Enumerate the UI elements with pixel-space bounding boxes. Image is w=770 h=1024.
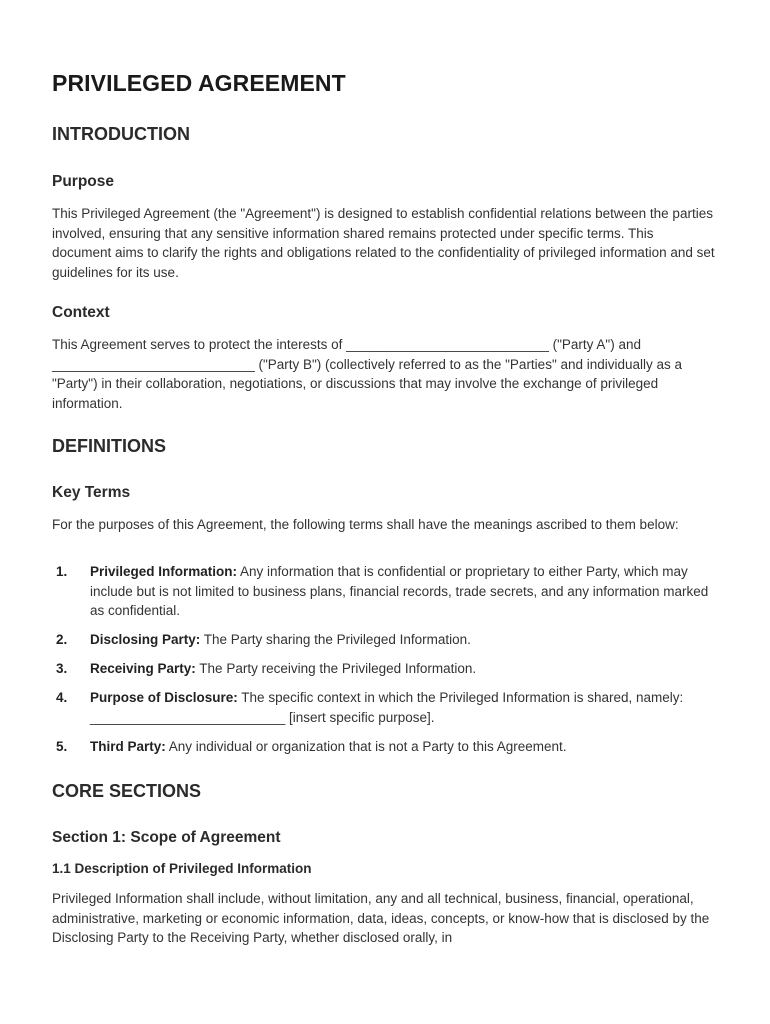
section-heading-introduction: INTRODUCTION xyxy=(52,124,190,144)
subheading-1-1: 1.1 Description of Privileged Information xyxy=(52,861,312,876)
list-item-text: The Party receiving the Privileged Information. xyxy=(195,661,477,676)
context-paragraph: This Agreement serves to protect the interests of ___________________________ ("Party A") and ___________________________ ("Party B") (collectively referred to as the "Parties" and individually as a "Party") in their collaboration, negotiations, or discussions that may involve the exchange of privileged information. xyxy=(52,337,683,411)
list-item xyxy=(52,737,718,757)
list-item-term: Third Party: xyxy=(90,738,166,754)
definitions-list xyxy=(52,562,718,766)
subheading-key-terms: Key Terms xyxy=(52,484,131,501)
list-item xyxy=(52,659,718,679)
list-item-number: 2. xyxy=(56,632,68,647)
subheading-context: Context xyxy=(52,304,110,321)
list-item xyxy=(52,630,718,650)
purpose-paragraph: This Privileged Agreement (the "Agreement") is designed to establish confidential relations between the parties involved, ensuring that any sensitive information shared remains protected under specific terms. This document aims to clarify the rights and obligations related to the confidentiality of privileged information and set guidelines for its use. xyxy=(52,206,715,280)
subheading-section-1: Section 1: Scope of Agreement xyxy=(52,829,281,846)
list-item xyxy=(52,688,718,727)
list-item-term: Receiving Party: xyxy=(90,661,196,676)
subheading-purpose: Purpose xyxy=(52,173,115,190)
list-item-term: Purpose of Disclosure: xyxy=(90,690,238,705)
list-item xyxy=(52,562,718,621)
section-heading-core-sections: CORE SECTIONS xyxy=(52,781,202,801)
key-terms-intro: For the purposes of this Agreement, the following terms shall have the meanings ascribed to them below: xyxy=(52,517,679,532)
list-item-number: 4. xyxy=(56,690,68,705)
list-item-text: The specific context in which the Privileged Information is shared, namely: __________________________ [insert specific purpose]. xyxy=(90,690,684,725)
description-paragraph: Privileged Information shall include, without limitation, any and all technical, business, financial, operational, administrative, marketing or economic information, data, ideas, concepts, or know-how that is disclosed by the Disclosing Party to the Receiving Party, whether disclosed orally, in xyxy=(52,891,710,945)
list-item-text: Any individual or organization that is not a Party to this Agreement. xyxy=(165,738,567,754)
section-heading-definitions: DEFINITIONS xyxy=(52,436,167,456)
document-title: PRIVILEGED AGREEMENT xyxy=(52,70,346,96)
list-item-text: Any information that is confidential or proprietary to either Party, which may include but is not limited to business plans, financial records, trade secrets, and any information marked as confidential. xyxy=(90,564,709,618)
list-item-number: 5. xyxy=(56,738,68,754)
list-item-number: 1. xyxy=(56,564,68,579)
list-item-text: The Party sharing the Privileged Information. xyxy=(200,632,471,647)
list-item-term: Privileged Information: xyxy=(90,564,238,579)
list-item-number: 3. xyxy=(56,661,68,676)
list-item-term: Disclosing Party: xyxy=(90,632,201,647)
